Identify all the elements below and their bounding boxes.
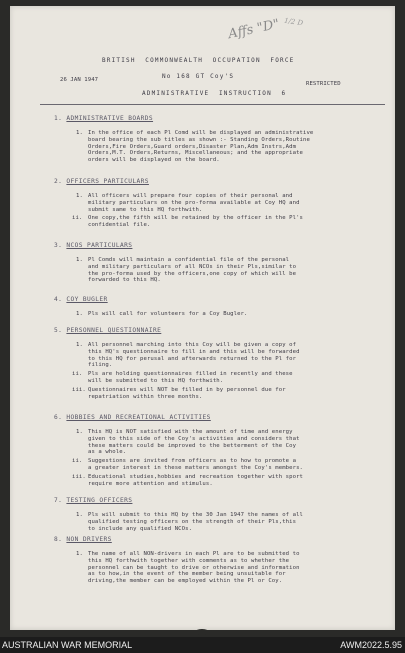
section-heading — [54, 242, 132, 249]
paragraph-line: and military particulars of all NCOs in their Pls,similar to — [88, 263, 297, 270]
paragraph-line: submit same to this HQ forthwith. — [88, 206, 203, 213]
section-number: 7. — [54, 497, 63, 504]
section-number: 2. — [54, 178, 63, 185]
paragraph-label: 1. — [76, 130, 83, 136]
paragraph-line: a greater interest in these matters amongst the Coy's members. — [88, 465, 303, 471]
section-title: HOBBIES AND RECREATIONAL ACTIVITIES — [66, 414, 211, 421]
paragraph-label: iii. — [72, 473, 86, 480]
section-number: 5. — [54, 327, 63, 334]
paragraph-label: iii. — [72, 386, 86, 393]
section-title: NON DRIVERS — [66, 536, 112, 543]
paragraph-label: ii. — [72, 458, 83, 465]
section-number: 6. — [54, 414, 63, 421]
paragraph-line: In the office of each Pl Comd will be displayed an administrative — [88, 130, 314, 136]
paragraph-line: board bearing the sub titles as shown :- Standing Orders,Routine — [88, 136, 310, 143]
section-heading — [54, 178, 149, 185]
paragraph-line: this HQ's questionnaire to fill in and this will be forwarded — [88, 348, 300, 355]
paragraph-line: Educational studies,hobbies and recreation together with sport — [88, 473, 303, 480]
paragraph-line: Pls will submit to this HQ by the 30 Jan 1947 the names of all — [88, 512, 303, 518]
header-rule — [40, 104, 385, 105]
handwritten-note: 1/2 D — [283, 16, 304, 28]
section-heading — [54, 115, 153, 122]
paragraph-label: 1. — [76, 512, 83, 518]
paragraph-line: orders will be displayed on the board. — [88, 157, 220, 164]
section-heading — [54, 497, 132, 504]
paragraph-line: Questionnaires will NOT be filled in by personnel due for — [88, 386, 286, 393]
paragraph-label: 1. — [76, 429, 83, 435]
section-heading — [54, 536, 112, 543]
paragraph-line: these matters could be improved to the betterment of the Coy — [88, 442, 297, 449]
classification: RESTRICTED — [306, 81, 341, 87]
paragraph-line: Orders,M.T. Orders,Returns, Miscellaneous; and the appropriate — [88, 150, 303, 157]
section-heading — [54, 296, 108, 303]
section-title: NCOS PARTICULARS — [66, 242, 133, 249]
paragraph-line: Pls are holding questionnaires filled in recently and these — [88, 371, 293, 378]
paragraph-line: this HQ forthwith together with comments as to whether the — [88, 557, 290, 564]
handwritten-annotation: Affs "D" — [227, 16, 281, 43]
archive-footer — [0, 637, 405, 653]
paragraph-line: repatriation within three months. — [88, 393, 203, 400]
paragraph-line: One copy,the fifth will be retained by the officer in the Pl's — [88, 215, 303, 222]
unit-heading: No 168 GT Coy'S — [162, 73, 235, 80]
doc-title: ADMINISTRATIVE INSTRUCTION 6 — [142, 90, 287, 97]
paragraph-line: will be submitted to this HQ forthwith. — [88, 378, 224, 384]
paragraph-line: The name of all NON-drivers in each Pl are to be submitted to — [88, 551, 300, 557]
paragraph-label: ii. — [72, 215, 83, 222]
paragraph-label: 1. — [76, 551, 83, 557]
paragraph-line: as a whole. — [88, 449, 127, 456]
paragraph-line: require more attention and stimulus. — [88, 480, 213, 487]
section-title: COY BUGLER — [66, 296, 108, 303]
paragraph-line: Orders,Fire Orders,Guard orders,Disaster Plan,Adm Instrs,Adm — [88, 143, 297, 150]
paragraph-line: All personnel marching into this Coy will be given a copy of — [88, 342, 297, 348]
paragraph-line: to include any qualified NCOs. — [88, 525, 193, 532]
paragraph-label: ii. — [72, 371, 83, 378]
paragraph-line: Pls will call for volunteers for a Coy Bugler. — [88, 311, 248, 317]
archive-reference: AWM2022.5.95 — [340, 640, 402, 650]
paragraph-line: the pro-forma used by the officers,one copy of which will be — [88, 270, 297, 277]
paragraph-line: to this HQ for perusal and afterwards returned to the Pl for — [88, 355, 297, 362]
paragraph-line: driving,the member can be employed within the Pl or Coy. — [88, 578, 283, 585]
document-page — [10, 6, 395, 630]
paragraph-label: 1. — [76, 257, 83, 263]
paragraph-line: forwarded to this HQ. — [88, 277, 161, 284]
section-number: 3. — [54, 242, 63, 249]
paragraph-line: military particulars on the pro-forma available at Coy HQ and — [88, 199, 300, 206]
org-heading: BRITISH COMMONWEALTH OCCUPATION FORCE — [102, 57, 295, 64]
section-number: 4. — [54, 296, 63, 303]
section-heading — [54, 327, 161, 334]
doc-date: 26 JAN 1947 — [60, 77, 99, 83]
section-title: TESTING OFFICERS — [66, 497, 133, 504]
paragraph-line: Suggestions are invited from officers as to how to promote a — [88, 458, 297, 465]
section-title: OFFICERS PARTICULARS — [66, 178, 149, 185]
section-title: ADMINISTRATIVE BOARDS — [66, 115, 154, 122]
paragraph-line: All officers will prepare four copies of their personal and — [88, 193, 293, 199]
paragraph-line: personnel can be taught to drive or otherwise and information — [88, 564, 300, 571]
paragraph-line: as to how,in the event of the member being unsuitable for — [88, 571, 286, 578]
paragraph-label: 1. — [76, 193, 83, 199]
section-number: 8. — [54, 536, 63, 543]
archive-name: AUSTRALIAN WAR MEMORIAL — [2, 640, 133, 650]
paragraph-line: qualified testing officers on the strength of their Pls,this — [88, 518, 297, 525]
paragraph-label: 1. — [76, 342, 83, 348]
paragraph-line: confidential file. — [88, 222, 151, 229]
paragraph-label: 1. — [76, 311, 83, 317]
section-title: PERSONNEL QUESTIONNAIRE — [66, 327, 162, 334]
punch-hole — [195, 629, 209, 635]
paragraph-line: Pl Comds will maintain a confidential file of the personal — [88, 257, 290, 263]
paragraph-line: This HQ is NOT satisfied with the amount of time and energy — [88, 429, 293, 435]
section-heading — [54, 414, 211, 421]
paragraph-line: given to this side of the Coy's activities and considers that — [88, 435, 300, 442]
paragraph-line: filing. — [88, 362, 113, 369]
section-number: 1. — [54, 115, 63, 122]
